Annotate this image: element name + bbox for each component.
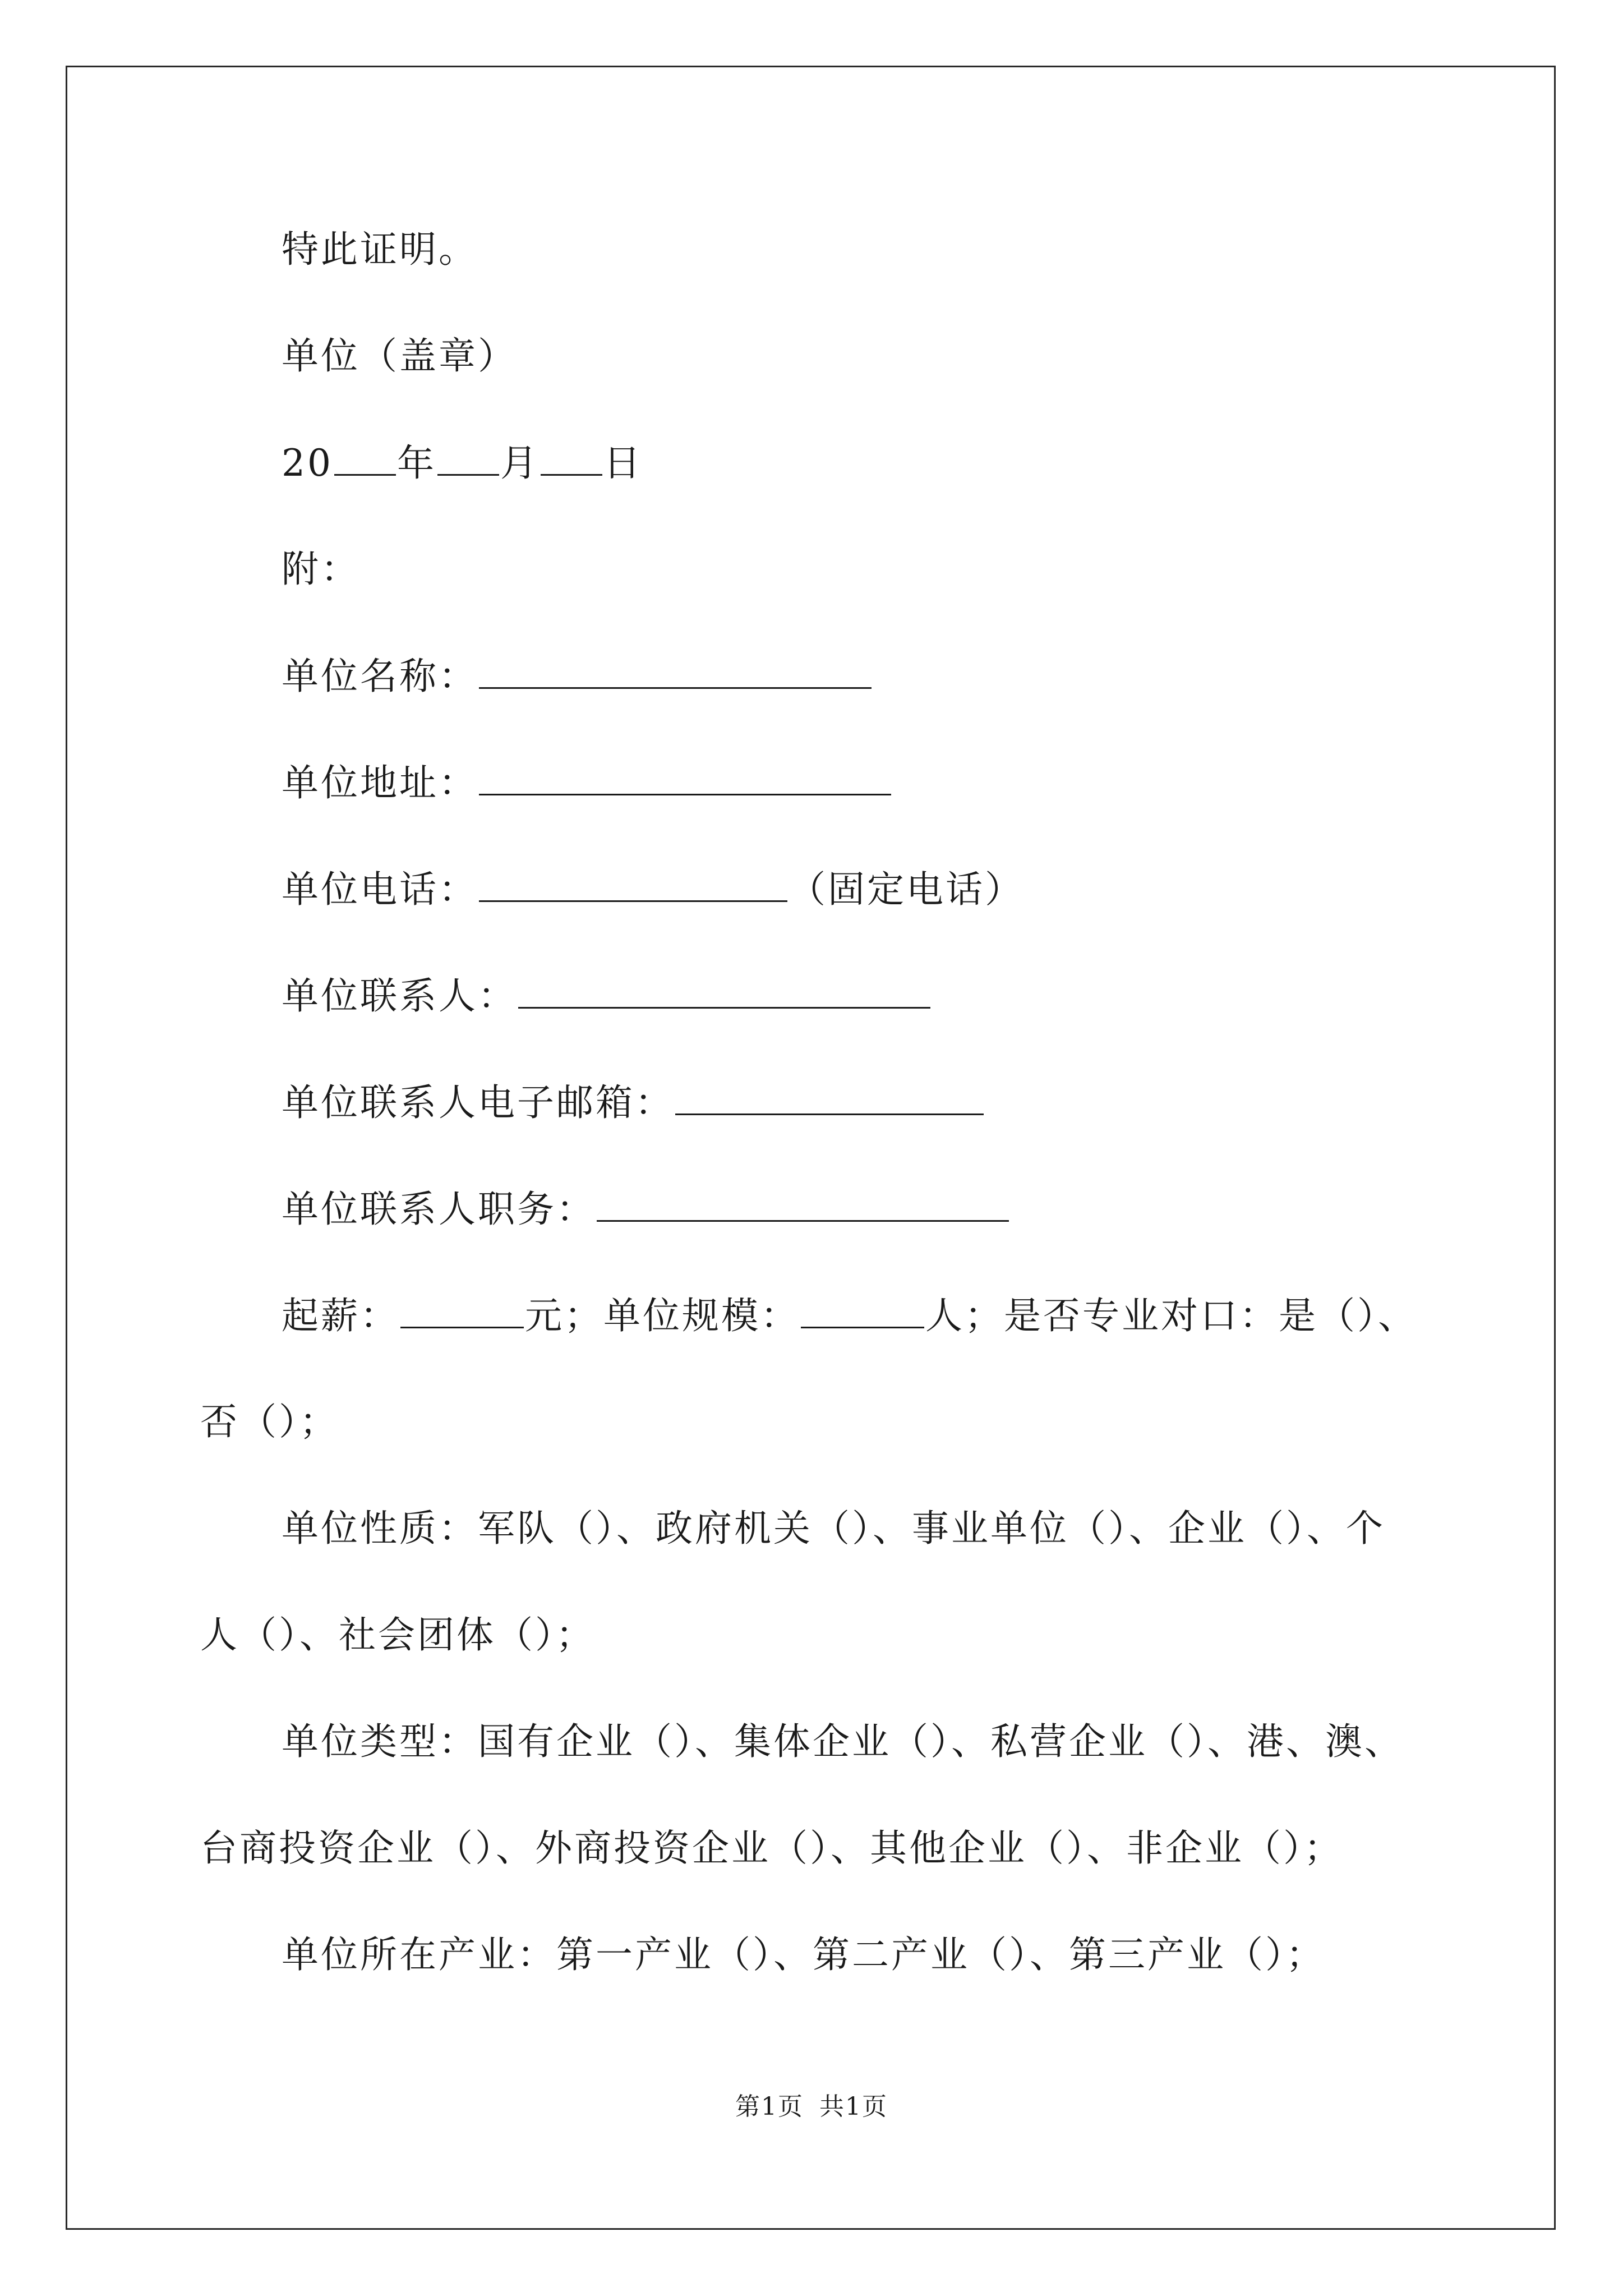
salary-line-wrap: 否（）； xyxy=(200,1400,339,1443)
unit-seal-line: 单位（盖章） xyxy=(282,334,517,378)
unit-address-label: 单位地址： xyxy=(282,761,478,804)
unit-contact-line xyxy=(282,973,932,1018)
nature-line: 单位性质：军队（）、政府机关（）、事业单位（）、企业（）、个 xyxy=(282,1507,1385,1550)
day-blank xyxy=(541,440,602,476)
unit-phone-note: （固定电话） xyxy=(789,868,1024,911)
scale-label: 元；单位规模： xyxy=(525,1294,800,1337)
page-border xyxy=(66,66,1556,2230)
type-line: 单位类型：国有企业（）、集体企业（）、私营企业（）、港、澳、 xyxy=(282,1720,1404,1763)
salary-label: 起薪： xyxy=(282,1294,399,1337)
unit-contact-label: 单位联系人： xyxy=(282,974,517,1018)
unit-contact-title-line xyxy=(282,1186,1010,1231)
type-line-wrap: 台商投资企业（）、外商投资企业（）、其他企业（）、非企业（）； xyxy=(200,1826,1343,1870)
industry-line: 单位所在产业：第一产业（）、第二产业（）、第三产业（）； xyxy=(282,1933,1325,1976)
unit-contact-email-blank xyxy=(675,1080,984,1115)
unit-contact-email-line xyxy=(282,1080,985,1125)
unit-contact-title-blank xyxy=(597,1186,1009,1222)
unit-phone-blank xyxy=(479,867,787,902)
page-number: 第1页 xyxy=(735,2092,804,2121)
month-blank xyxy=(437,440,499,476)
unit-contact-email-label: 单位联系人电子邮箱： xyxy=(282,1081,674,1124)
unit-phone-line xyxy=(282,867,1024,912)
year-blank xyxy=(334,440,396,476)
salary-blank xyxy=(400,1293,524,1328)
unit-name-label: 单位名称： xyxy=(282,655,478,698)
scale-blank xyxy=(801,1293,924,1328)
day-label: 日 xyxy=(603,441,643,485)
unit-phone-label: 单位电话： xyxy=(282,868,478,911)
page-footer xyxy=(0,2091,1623,2123)
page-total: 共1页 xyxy=(819,2092,888,2121)
match-label: 人；是否专业对口：是（）、 xyxy=(925,1294,1417,1337)
salary-line xyxy=(282,1293,1417,1338)
unit-name-blank xyxy=(479,654,872,689)
certify-line: 特此证明。 xyxy=(282,228,478,271)
unit-address-line xyxy=(282,760,892,805)
attachment-line: 附： xyxy=(282,547,360,591)
date-prefix: 20 xyxy=(282,441,333,485)
date-line xyxy=(282,440,643,485)
year-label: 年 xyxy=(396,441,436,485)
unit-contact-title-label: 单位联系人职务： xyxy=(282,1188,596,1231)
unit-contact-blank xyxy=(518,973,930,1009)
unit-name-line xyxy=(282,654,873,698)
unit-address-blank xyxy=(479,760,891,795)
month-label: 月 xyxy=(500,441,540,485)
nature-line-wrap: 人（）、社会团体（）； xyxy=(200,1613,595,1657)
